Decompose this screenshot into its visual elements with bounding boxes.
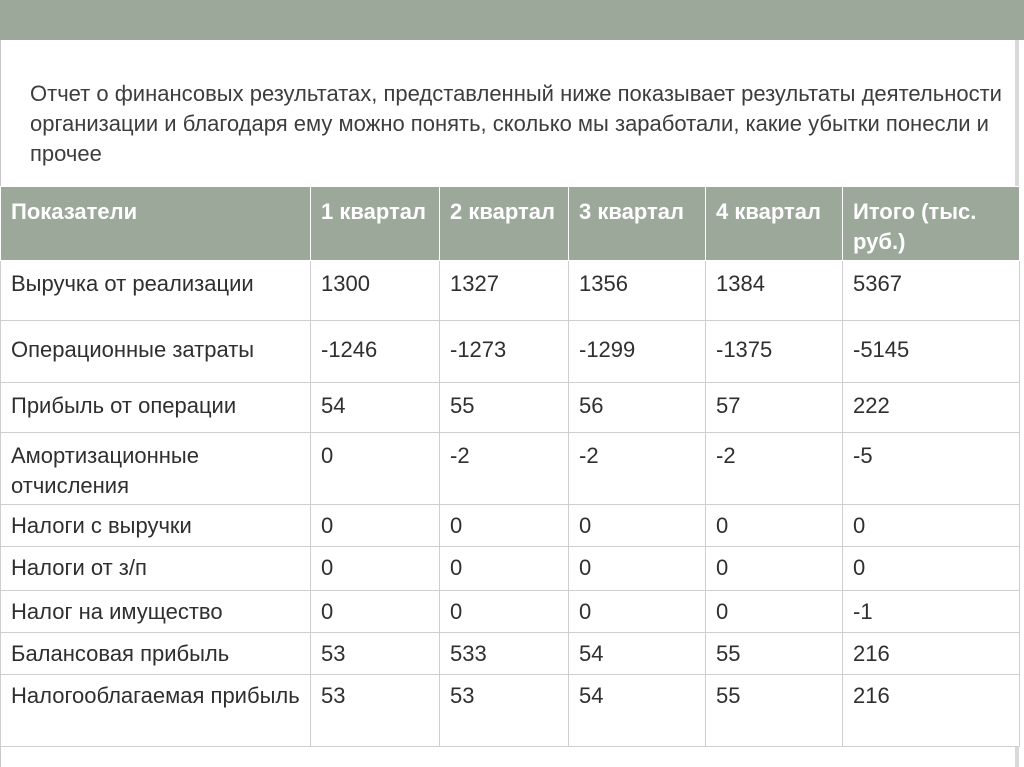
financial-results-table: [0, 186, 1020, 747]
cell-value: 53: [311, 675, 440, 747]
table-row: [1, 547, 1020, 591]
cell-value: -1375: [706, 321, 843, 383]
cell-value: -2: [569, 433, 706, 505]
row-label: Балансовая прибыль: [1, 633, 311, 675]
cell-value: -2: [706, 433, 843, 505]
cell-value: 0: [311, 433, 440, 505]
table-row: [1, 675, 1020, 747]
cell-value: 0: [440, 591, 569, 633]
table-row: [1, 321, 1020, 383]
cell-value: 1356: [569, 261, 706, 321]
cell-value: 53: [440, 675, 569, 747]
cell-value: 0: [569, 547, 706, 591]
cell-value: -1: [843, 591, 1020, 633]
cell-value: 54: [569, 675, 706, 747]
cell-value: -1273: [440, 321, 569, 383]
row-label: Выручка от реализации: [1, 261, 311, 321]
cell-value: 0: [706, 547, 843, 591]
cell-value: 0: [311, 505, 440, 547]
header-quarter-2: 2 квартал: [440, 187, 569, 261]
header-indicators: Показатели: [1, 187, 311, 261]
cell-value: 54: [569, 633, 706, 675]
header-quarter-1: 1 квартал: [311, 187, 440, 261]
cell-value: 0: [843, 505, 1020, 547]
cell-value: 56: [569, 383, 706, 433]
cell-value: 533: [440, 633, 569, 675]
row-label: Амортизационные отчисления: [1, 433, 311, 505]
cell-value: 54: [311, 383, 440, 433]
header-total: Итого (тыс. руб.): [843, 187, 1020, 261]
cell-value: 55: [706, 675, 843, 747]
row-label: Налогооблагаемая прибыль: [1, 675, 311, 747]
cell-value: 222: [843, 383, 1020, 433]
row-label: Прибыль от операции: [1, 383, 311, 433]
cell-value: 5367: [843, 261, 1020, 321]
cell-value: 0: [440, 505, 569, 547]
row-label: Операционные затраты: [1, 321, 311, 383]
row-label: Налоги от з/п: [1, 547, 311, 591]
top-bar: [0, 0, 1024, 40]
table-row: [1, 505, 1020, 547]
cell-value: 1327: [440, 261, 569, 321]
cell-value: -5: [843, 433, 1020, 505]
table-header-row: [1, 187, 1020, 261]
table-row: [1, 433, 1020, 505]
cell-value: 55: [440, 383, 569, 433]
header-quarter-4: 4 квартал: [706, 187, 843, 261]
cell-value: -1246: [311, 321, 440, 383]
cell-value: 0: [440, 547, 569, 591]
table-row: [1, 261, 1020, 321]
cell-value: -1299: [569, 321, 706, 383]
cell-value: 57: [706, 383, 843, 433]
row-label: Налог на имущество: [1, 591, 311, 633]
table-row: [1, 633, 1020, 675]
cell-value: 1300: [311, 261, 440, 321]
intro-text: Отчет о финансовых результатах, представленный ниже показывает результаты деятельности организации и благодаря ему можно понять, сколько мы заработали, какие убытки понесли и прочее: [30, 81, 1002, 166]
cell-value: 0: [311, 547, 440, 591]
table-row: [1, 591, 1020, 633]
cell-value: 53: [311, 633, 440, 675]
cell-value: 0: [706, 591, 843, 633]
cell-value: 0: [706, 505, 843, 547]
cell-value: -2: [440, 433, 569, 505]
cell-value: 0: [311, 591, 440, 633]
row-label: Налоги с выручки: [1, 505, 311, 547]
cell-value: 0: [569, 591, 706, 633]
cell-value: 55: [706, 633, 843, 675]
cell-value: 0: [569, 505, 706, 547]
cell-value: 216: [843, 633, 1020, 675]
cell-value: -5145: [843, 321, 1020, 383]
cell-value: 216: [843, 675, 1020, 747]
cell-value: 1384: [706, 261, 843, 321]
cell-value: 0: [843, 547, 1020, 591]
table-row: [1, 383, 1020, 433]
header-quarter-3: 3 квартал: [569, 187, 706, 261]
